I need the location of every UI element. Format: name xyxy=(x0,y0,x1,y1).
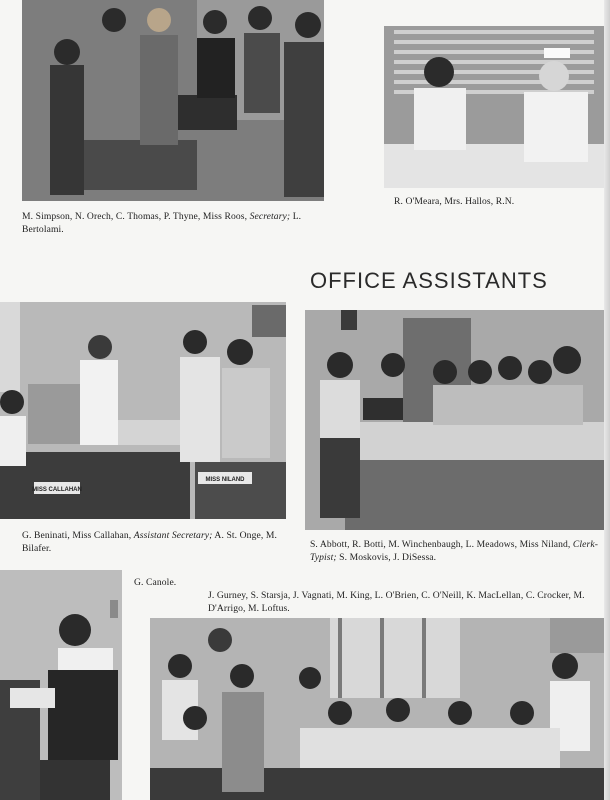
desk-sign-niland: MISS NILAND xyxy=(205,477,245,483)
caption-names: G. Beninati, Miss Callahan, xyxy=(22,530,132,541)
page-edge-shadow xyxy=(604,0,610,800)
caption-bottom-single xyxy=(134,577,176,590)
caption-middle-left xyxy=(22,530,287,555)
caption-text: J. Gurney, S. Starsja, J. Vagnati, M. King, L. O'Brien, C. O'Neill, K. MacLellan, C. Crocker, M. D'Arrigo, M. Loftus. xyxy=(208,590,585,614)
caption-top-left xyxy=(22,211,322,236)
photo-clerk-typist xyxy=(305,310,605,530)
photo-single-typist xyxy=(0,570,122,800)
caption-rest: L. Bertolami. xyxy=(22,211,302,235)
photo-group-secretary xyxy=(22,0,324,201)
caption-role: Secretary; xyxy=(249,211,291,222)
desk-sign-callahan: MISS CALLAHAN xyxy=(32,487,82,493)
caption-names: M. Simpson, N. Orech, C. Thomas, P. Thyne, Miss Roos, xyxy=(22,211,248,222)
caption-rest: S. Moskovis, J. DiSessa. xyxy=(339,551,437,563)
caption-top-right xyxy=(394,196,604,209)
caption-text: R. O'Meara, Mrs. Hallos, R.N. xyxy=(394,196,515,207)
photo-assistant-secretary xyxy=(0,302,286,519)
caption-names: S. Abbott, R. Botti, M. Winchenbaugh, L. Meadows, Miss Niland, xyxy=(310,539,571,550)
caption-role: Clerk-Typist; xyxy=(310,539,599,563)
photo-nurse xyxy=(384,26,605,188)
caption-text: G. Canole. xyxy=(134,577,177,588)
photo-typing-class xyxy=(150,618,605,800)
caption-middle-right xyxy=(310,539,602,564)
caption-rest: A. St. Onge, M. Bilafer. xyxy=(22,530,277,554)
caption-bottom-group xyxy=(208,590,600,615)
page-title: OFFICE ASSISTANTS xyxy=(310,268,548,293)
caption-role: Assistant Secretary; xyxy=(133,530,213,541)
